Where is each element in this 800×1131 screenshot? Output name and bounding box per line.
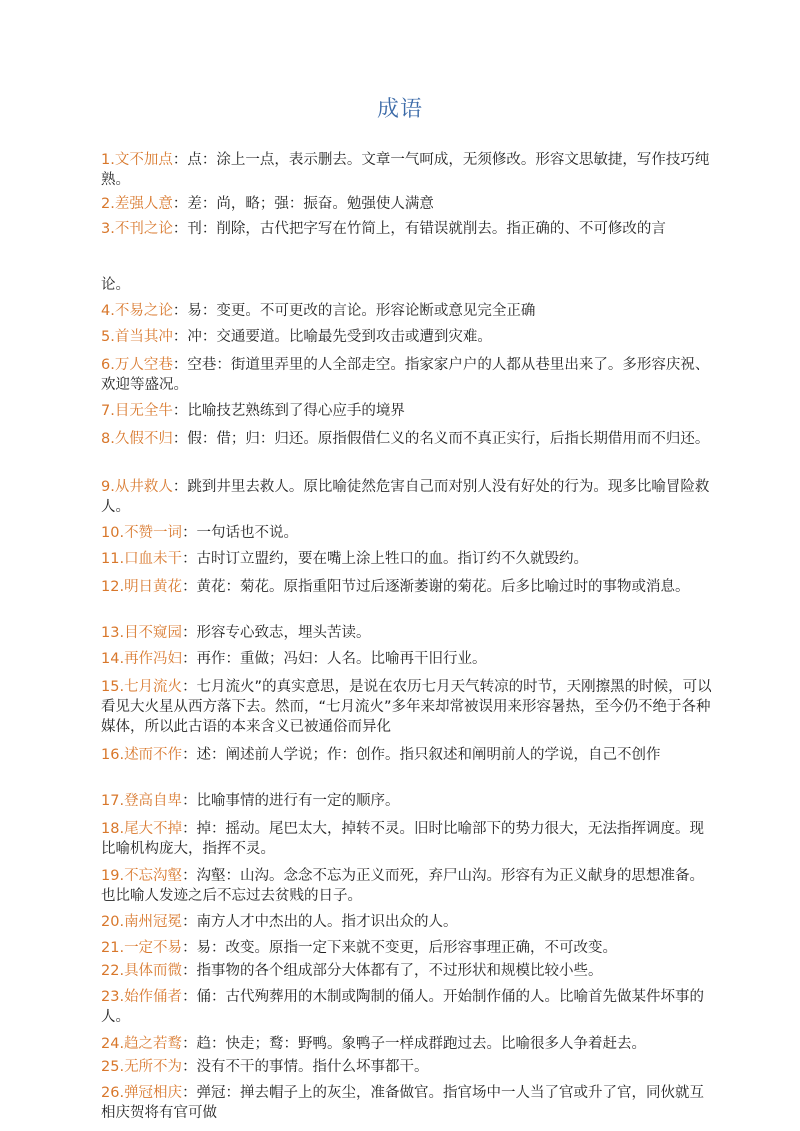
- idiom-definition: ：刊：削除，古代把字写在竹简上，有错误就削去。指正确的、不可修改的言: [172, 221, 666, 237]
- idiom-entry: [101, 1083, 713, 1123]
- idiom-definition: ：点：涂上一点，表示删去。文章一气呵成，无须修改。形容文思敏捷，写作技巧纯熟。: [101, 152, 710, 188]
- idiom-term: 登高自卑: [124, 793, 183, 809]
- idiom-entry: [101, 866, 713, 906]
- idiom-definition: ：再作：重做；冯妇：人名。比喻再干旧行业。: [182, 651, 487, 667]
- entry-number: 4.: [101, 303, 115, 319]
- idiom-definition: ：差：尚，略；强：振奋。勉强使人满意: [172, 196, 434, 212]
- idiom-entry: [101, 477, 713, 517]
- entry-number: 11.: [101, 551, 125, 567]
- entry-number: 12.: [101, 579, 125, 595]
- idiom-definition: ：假：借；归：归还。原指假借仁义的名义而不真正实行，后指长期借用而不归还。: [172, 431, 710, 447]
- idiom-definition: ：比喻事情的进行有一定的顺序。: [182, 793, 400, 809]
- entry-number: 21.: [101, 940, 125, 956]
- idiom-term: 文不加点: [114, 152, 173, 168]
- idiom-entry: [101, 791, 713, 811]
- entry-number: 6.: [101, 357, 115, 373]
- idiom-entry: [101, 401, 713, 421]
- entry-number: 8.: [101, 431, 115, 447]
- idiom-entry: [101, 819, 713, 859]
- idiom-entry: [101, 327, 713, 347]
- idiom-term: 南州冠冕: [124, 914, 183, 930]
- idiom-definition: ：述：阐述前人学说；作：创作。指只叙述和阐明前人的学说，自己不创作: [182, 747, 661, 763]
- entry-number: 19.: [101, 868, 125, 884]
- idiom-term: 不易之论: [114, 303, 173, 319]
- entry-number: 24.: [101, 1036, 125, 1052]
- idiom-definition: ：俑：古代殉葬用的木制或陶制的俑人。开始制作俑的人。比喻首先做某件坏事的人。: [101, 989, 705, 1025]
- idiom-entry: [101, 938, 713, 958]
- entry-number: 15.: [101, 679, 125, 695]
- idiom-term: 述而不作: [124, 747, 183, 763]
- idiom-entry: [101, 150, 713, 190]
- idiom-definition-continuation: 论。: [101, 277, 130, 293]
- entry-number: 9.: [101, 479, 115, 495]
- idiom-term: 不赞一词: [124, 525, 183, 541]
- idiom-term: 一定不易: [124, 940, 183, 956]
- entry-number: 5.: [101, 329, 115, 345]
- idiom-definition: ：南方人才中杰出的人。指才识出众的人。: [182, 914, 458, 930]
- page-title: 成语: [376, 97, 423, 122]
- entry-number: 3.: [101, 221, 115, 237]
- idiom-entry: [101, 301, 713, 321]
- entry-number: 18.: [101, 821, 125, 837]
- idiom-entry: [101, 649, 713, 669]
- idiom-term: 七月流火: [124, 679, 183, 695]
- idiom-entry: [101, 219, 701, 239]
- entry-number: 25.: [101, 1059, 125, 1075]
- idiom-definition: ：易：变更。不可更改的言论。形容论断或意见完全正确: [172, 303, 536, 319]
- idiom-term: 目不窥园: [124, 625, 183, 641]
- entry-number: 13.: [101, 625, 125, 641]
- entry-number: 16.: [101, 747, 125, 763]
- entry-number: 20.: [101, 914, 125, 930]
- idiom-entry: [101, 194, 713, 214]
- idiom-term: 不刊之论: [114, 221, 173, 237]
- idiom-term: 久假不归: [114, 431, 173, 447]
- idiom-term: 弹冠相庆: [124, 1085, 183, 1101]
- idiom-term: 无所不为: [124, 1059, 183, 1075]
- idiom-definition: ：掉：摇动。尾巴太大，掉转不灵。旧时比喻部下的势力很大，无法指挥调度。现比喻机构庞大，指挥不灵。: [101, 821, 705, 857]
- idiom-entry: [101, 523, 713, 543]
- idiom-term: 再作冯妇: [124, 651, 183, 667]
- idiom-term: 趋之若鹜: [124, 1036, 183, 1052]
- idiom-term: 首当其冲: [114, 329, 173, 345]
- entry-number: 7.: [101, 403, 115, 419]
- idiom-definition: ：古时订立盟约，要在嘴上涂上牲口的血。指订约不久就毁约。: [182, 551, 589, 567]
- idiom-entry: [101, 961, 713, 981]
- entry-number: 14.: [101, 651, 125, 667]
- idiom-entry: [101, 1034, 713, 1054]
- idiom-entry: [101, 577, 713, 597]
- entry-number: 10.: [101, 525, 125, 541]
- idiom-entry: [101, 623, 713, 643]
- idiom-entry: [101, 912, 713, 932]
- idiom-term: 口血未干: [124, 551, 183, 567]
- entry-number: 23.: [101, 989, 125, 1005]
- idiom-entry: [101, 355, 713, 395]
- idiom-entry: [101, 677, 713, 737]
- idiom-entry: [101, 549, 713, 569]
- idiom-term: 不忘沟壑: [124, 868, 183, 884]
- idiom-entry: [101, 745, 713, 765]
- entry-number: 2.: [101, 196, 115, 212]
- idiom-definition: ：黄花：菊花。原指重阳节过后逐渐萎谢的菊花。后多比喻过时的事物或消息。: [182, 579, 690, 595]
- idiom-definition: ：没有不干的事情。指什么坏事都干。: [182, 1059, 429, 1075]
- idiom-entry: [101, 429, 713, 449]
- idiom-definition: ：七月流火”的真实意思，是说在农历七月天气转凉的时节，天刚擦黑的时候，可以看见大火星从西方落下去。然而，“七月流火”多年来却常被误用来形容暑热，至今仍不绝于各种媒体，所以此古语的本来含义已被通俗而异化: [101, 679, 712, 735]
- idiom-definition: ：弹冠：掸去帽子上的灰尘，准备做官。指官场中一人当了官或升了官，同伙就互相庆贺将有官可做: [101, 1085, 705, 1121]
- idiom-term: 具体而微: [124, 963, 183, 979]
- idiom-definition: ：沟壑：山沟。念念不忘为正义而死，弃尸山沟。形容有为正义献身的思想准备。也比喻人发迹之后不忘过去贫贱的日子。: [101, 868, 705, 904]
- idiom-term: 万人空巷: [114, 357, 173, 373]
- idiom-definition: ：空巷：街道里弄里的人全部走空。指家家户户的人都从巷里出来了。多形容庆祝、欢迎等盛况。: [101, 357, 710, 393]
- idiom-definition: ：跳到井里去救人。原比喻徒然危害自己而对别人没有好处的行为。现多比喻冒险救人。: [101, 479, 710, 515]
- idiom-term: 始作俑者: [124, 989, 183, 1005]
- idiom-definition: ：比喻技艺熟练到了得心应手的境界: [172, 403, 405, 419]
- idiom-term: 目无全牛: [114, 403, 173, 419]
- idiom-definition: ：易：改变。原指一定下来就不变更，后形容事理正确，不可改变。: [182, 940, 618, 956]
- entry-number: 17.: [101, 793, 125, 809]
- idiom-term: 差强人意: [114, 196, 173, 212]
- idiom-term: 从井救人: [114, 479, 173, 495]
- idiom-term: 尾大不掉: [124, 821, 183, 837]
- idiom-entry: [101, 987, 713, 1027]
- idiom-definition: ：趋：快走；鹜：野鸭。象鸭子一样成群跑过去。比喻很多人争着赶去。: [182, 1036, 647, 1052]
- idiom-definition: ：冲：交通要道。比喻最先受到攻击或遭到灾难。: [172, 329, 492, 345]
- entry-number: 1.: [101, 152, 115, 168]
- idiom-definition: ：指事物的各个组成部分大体都有了，不过形状和规模比较小些。: [182, 963, 603, 979]
- idiom-term: 明日黄花: [124, 579, 183, 595]
- idiom-definition: ：形容专心致志，埋头苦读。: [182, 625, 371, 641]
- idiom-entry: [101, 1057, 713, 1077]
- entry-number: 22.: [101, 963, 125, 979]
- entry-number: 26.: [101, 1085, 125, 1101]
- idiom-definition: ：一句话也不说。: [182, 525, 299, 541]
